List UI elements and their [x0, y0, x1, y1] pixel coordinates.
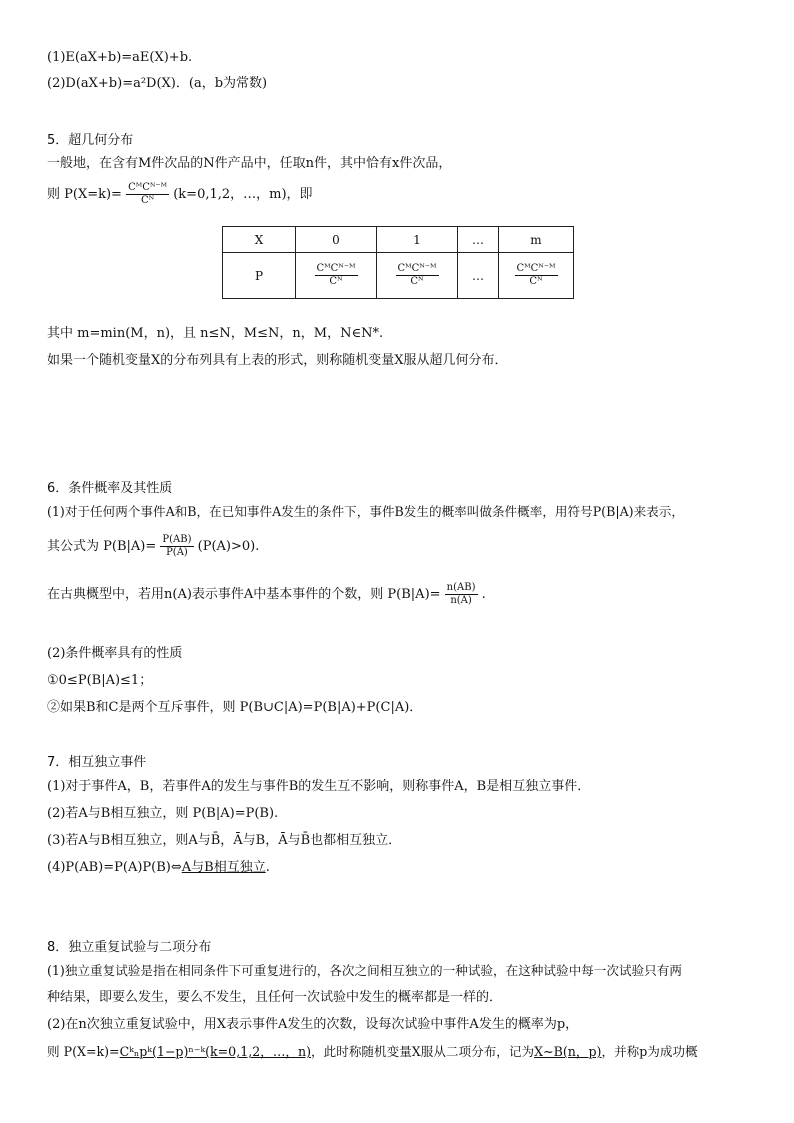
- formula-fraction: [126, 182, 169, 207]
- fraction-denominator: P(A): [166, 547, 188, 558]
- formula-middle: ，此时称随机变量X服从二项分布，记为: [311, 1044, 535, 1059]
- formula-suffix: ，并称p为成功概: [601, 1044, 698, 1059]
- fraction-numerator: P(AB): [162, 534, 192, 545]
- fraction-numerator: CᴹCᴺ⁻ᴹ: [316, 263, 356, 274]
- formula-prefix: 则 P(X=k)=: [47, 1044, 120, 1059]
- section-heading-conditional-probability: 6．条件概率及其性质: [47, 481, 173, 496]
- binomial-formula: [47, 1043, 698, 1061]
- underlined-answer: A与B相互独立: [181, 860, 266, 875]
- table-cell: m: [499, 227, 574, 253]
- table-cell: …: [458, 227, 499, 253]
- formula-suffix: (k=0,1,2，…，m)，即: [173, 187, 313, 202]
- formula-fraction: [160, 534, 193, 559]
- binomial-setup: (2)在n次独立重复试验中，用X表示事件A发生的次数，设每次试验中事件A发生的概率为p，: [47, 1017, 579, 1032]
- fraction-numerator: CᴹCᴺ⁻ᴹ: [516, 263, 556, 274]
- formula-prefix: 其公式为 P(B|A)=: [47, 539, 157, 554]
- underlined-answer: Cᵏₙpᵏ(1−p)ⁿ⁻ᵏ(k=0,1,2，…，n): [119, 1044, 312, 1059]
- fraction-denominator: Cᴺ: [141, 195, 155, 206]
- table-cell: [377, 253, 458, 299]
- table-cell: [499, 253, 574, 299]
- table-header-row: [223, 227, 574, 253]
- variance-linear-property: (2)D(aX+b)=a²D(X)．(a，b为常数): [47, 76, 268, 91]
- table-cell: 1: [377, 227, 458, 253]
- bernoulli-trial-definition-2: 种结果，即要么发生，要么不发生，且任何一次试验中发生的概率都是一样的．: [47, 990, 503, 1005]
- independent-events-property-2: (2)若A与B相互独立，则 P(B|A)=P(B).: [47, 806, 279, 821]
- independent-events-definition: (1)对于事件A，B，若事件A的发生与事件B的发生互不影响，则称事件A，B是相互独立事件．: [47, 779, 591, 794]
- conditional-probability-definition: (1)对于任何两个事件A和B，在已知事件A发生的条件下，事件B发生的概率叫做条件概率，用符号P(B|A)来表示，: [47, 504, 684, 519]
- conditional-properties-title: (2)条件概率具有的性质: [47, 646, 183, 661]
- formula-suffix: .: [265, 860, 270, 875]
- hypergeometric-intro: 一般地，在含有M件次品的N件产品中，任取n件，其中恰有x件次品，: [47, 156, 452, 171]
- formula-fraction: [445, 582, 478, 607]
- hypergeometric-formula: [47, 182, 313, 207]
- formula-prefix: (4)P(AB)=P(A)P(B)⇔: [47, 860, 182, 875]
- cell-fraction: [315, 263, 358, 288]
- table-cell: …: [458, 253, 499, 299]
- table-cell: [296, 253, 377, 299]
- fraction-numerator: CᴹCᴺ⁻ᴹ: [128, 182, 168, 193]
- cell-fraction: [396, 263, 439, 288]
- independent-events-property-4: [47, 859, 270, 877]
- hypergeometric-distribution-table: [222, 226, 574, 299]
- table-cell: P: [223, 253, 296, 299]
- classical-conditional-formula: [47, 582, 486, 607]
- bernoulli-trial-definition-1: (1)独立重复试验是指在相同条件下可重复进行的，各次之间相互独立的一种试验，在这种试验中每一次试验只有两: [47, 963, 682, 978]
- cell-fraction: [515, 263, 558, 288]
- fraction-denominator: n(A): [450, 595, 472, 606]
- formula-suffix: (P(A)>0).: [197, 539, 260, 554]
- table-probability-row: [223, 253, 574, 299]
- underlined-answer: X~B(n，p): [534, 1044, 602, 1059]
- hypergeometric-definition: 如果一个随机变量X的分布列具有上表的形式，则称随机变量X服从超几何分布．: [47, 353, 508, 368]
- fraction-denominator: Cᴺ: [410, 276, 424, 287]
- independent-events-property-3: (3)若A与B相互独立，则A与B̄，Ā与B，Ā与B̄也都相互独立．: [47, 833, 402, 848]
- section-heading-independent-events: 7．相互独立事件: [47, 755, 147, 770]
- table-cell: X: [223, 227, 296, 253]
- section-heading-hypergeometric: 5．超几何分布: [47, 133, 134, 148]
- fraction-denominator: Cᴺ: [329, 276, 343, 287]
- fraction-denominator: Cᴺ: [529, 276, 543, 287]
- conditional-property-2: ②如果B和C是两个互斥事件，则 P(B∪C|A)=P(B|A)+P(C|A)．: [47, 700, 423, 715]
- conditional-property-1: ①0≤P(B|A)≤1；: [47, 673, 153, 688]
- fraction-numerator: CᴹCᴺ⁻ᴹ: [397, 263, 437, 274]
- conditional-probability-formula: [47, 534, 259, 559]
- fraction-numerator: n(AB): [446, 582, 476, 593]
- expectation-linear-property: (1)E(aX+b)=aE(X)+b.: [47, 50, 193, 65]
- hypergeometric-note: 其中 m=min(M，n)，且 n≤N，M≤N，n，M，N∈N*.: [47, 326, 384, 341]
- section-heading-binomial-distribution: 8．独立重复试验与二项分布: [47, 940, 212, 955]
- formula-prefix: 则 P(X=k)=: [47, 187, 122, 202]
- table-cell: 0: [296, 227, 377, 253]
- formula-prefix: 在古典概型中，若用n(A)表示事件A中基本事件的个数，则 P(B|A)=: [47, 587, 441, 602]
- formula-suffix: .: [481, 587, 486, 602]
